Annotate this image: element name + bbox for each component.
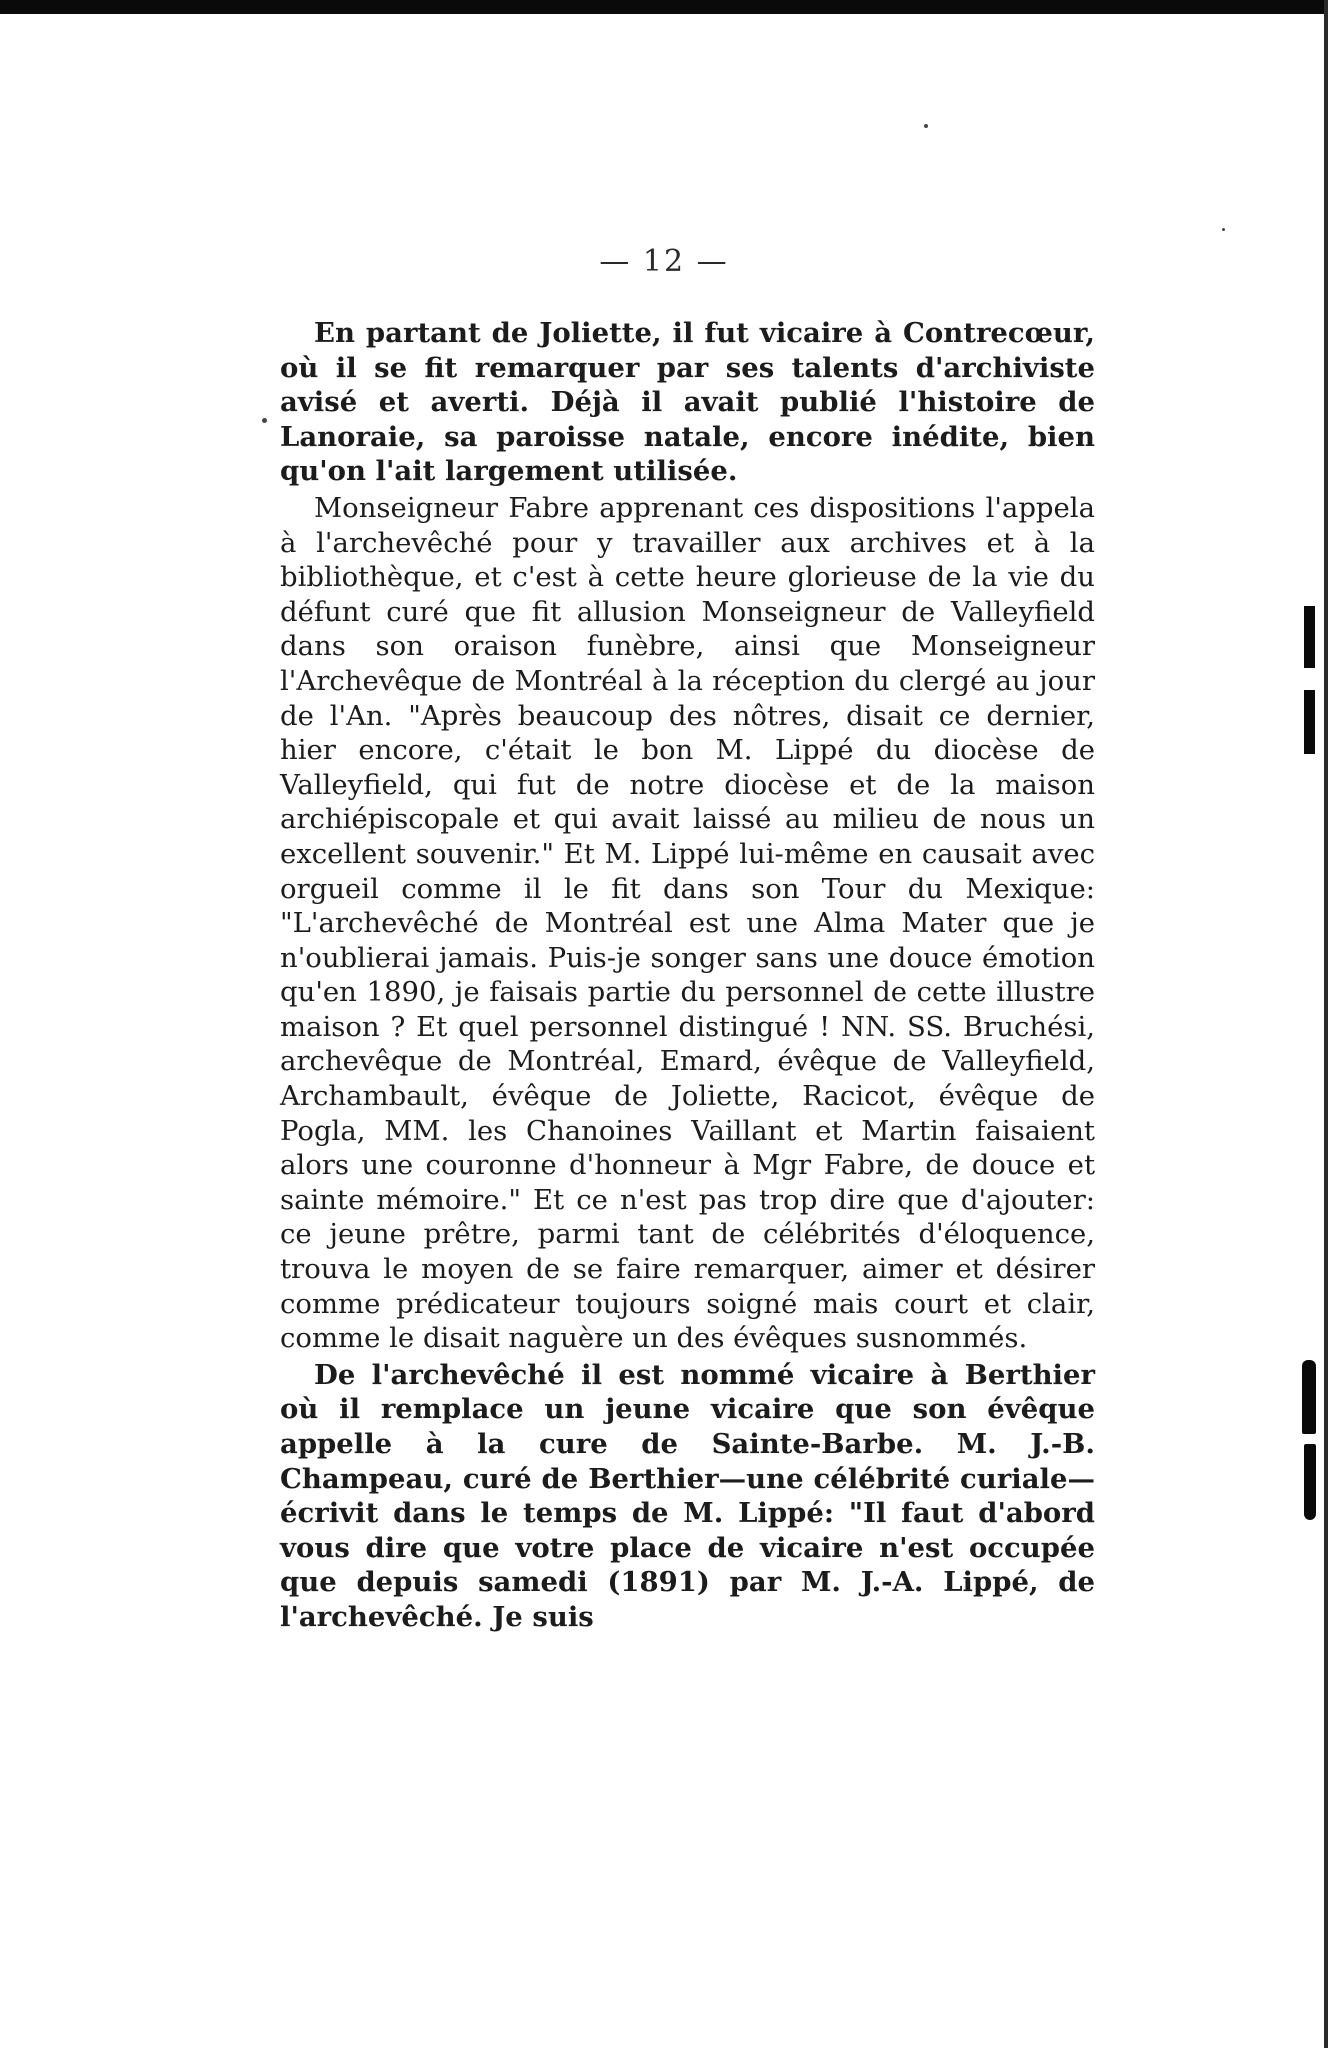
scan-speck <box>1222 228 1225 231</box>
scan-speck <box>924 124 928 128</box>
margin-mark-1 <box>1304 606 1315 668</box>
paragraph-1: En partant de Joliette, il fut vicaire à Contrecœur, où il se fit remarquer par ses talents d'archiviste avisé et averti. Déjà il avait publié l'histoire de Lanoraie, sa paroisse natale, encore inédite, bien qu'on l'ait largement utilisée. <box>280 317 1095 488</box>
paragraph-3: De l'archevêché il est nommé vicaire à Berthier où il remplace un jeune vicaire que son évêque appelle à la cure de Sainte-Barbe. M. J.-B. Champeau, curé de Berthier—une célébrité curiale—écrivit dans le temps de M. Lippé: "Il faut d'abord vous dire que votre place de vicaire n'est occupée que depuis samedi (1891) par M. J.-A. Lippé, de l'archevêché. Je suis <box>280 1358 1095 1633</box>
margin-mark-4 <box>1304 1444 1316 1520</box>
margin-mark-2 <box>1304 690 1315 754</box>
scan-speck <box>262 418 267 423</box>
paragraph-2: Monseigneur Fabre apprenant ces dispositions l'appela à l'archevêché pour y travailler aux archives et à la bibliothèque, et c'est à cette heure glorieuse de la vie du défunt curé que fit allusion Monseigneur de Valleyfield dans son oraison funèbre, ainsi que Monseigneur l'Archevêque de Montréal à la réception du clergé au jour de l'An. "Après beaucoup des nôtres, disait ce dernier, hier encore, c'était le bon M. Lippé du diocèse de Valleyfield, qui fut de notre diocèse et de la maison archiépiscopale et qui avait laissé au milieu de nous un excellent souvenir." Et M. Lippé lui-même en causait avec orgueil comme il le fit dans son Tour du Mexique: "L'archevêché de Montréal est une Alma Mater que je n'oublierai jamais. Puis-je songer sans une douce émotion qu'en 1890, je faisais partie du personnel de cette illustre maison ? Et quel personnel distingué ! NN. SS. Bruchési, archevêque de Montréal, Emard, évêque de Valleyfield, Archambault, évêque de Joliette, Racicot, évêque de Pogla, MM. les Chanoines Vaillant et Martin faisaient alors une couronne d'honneur à Mgr Fabre, de douce et sainte mémoire." Et ce n'est pas trop dire que d'ajouter: ce jeune prêtre, parmi tant de célébrités d'éloquence, trouva le moyen de se faire remarquer, aimer et désirer comme prédicateur toujours soigné mais court et clair, comme le disait naguère un des évêques susnommés. <box>280 491 1095 1355</box>
body-text <box>280 316 1095 1635</box>
scan-right-border <box>1324 0 1328 2048</box>
page-number: — 12 — <box>599 244 729 279</box>
margin-mark-3 <box>1302 1360 1316 1434</box>
scan-top-border <box>0 0 1328 14</box>
